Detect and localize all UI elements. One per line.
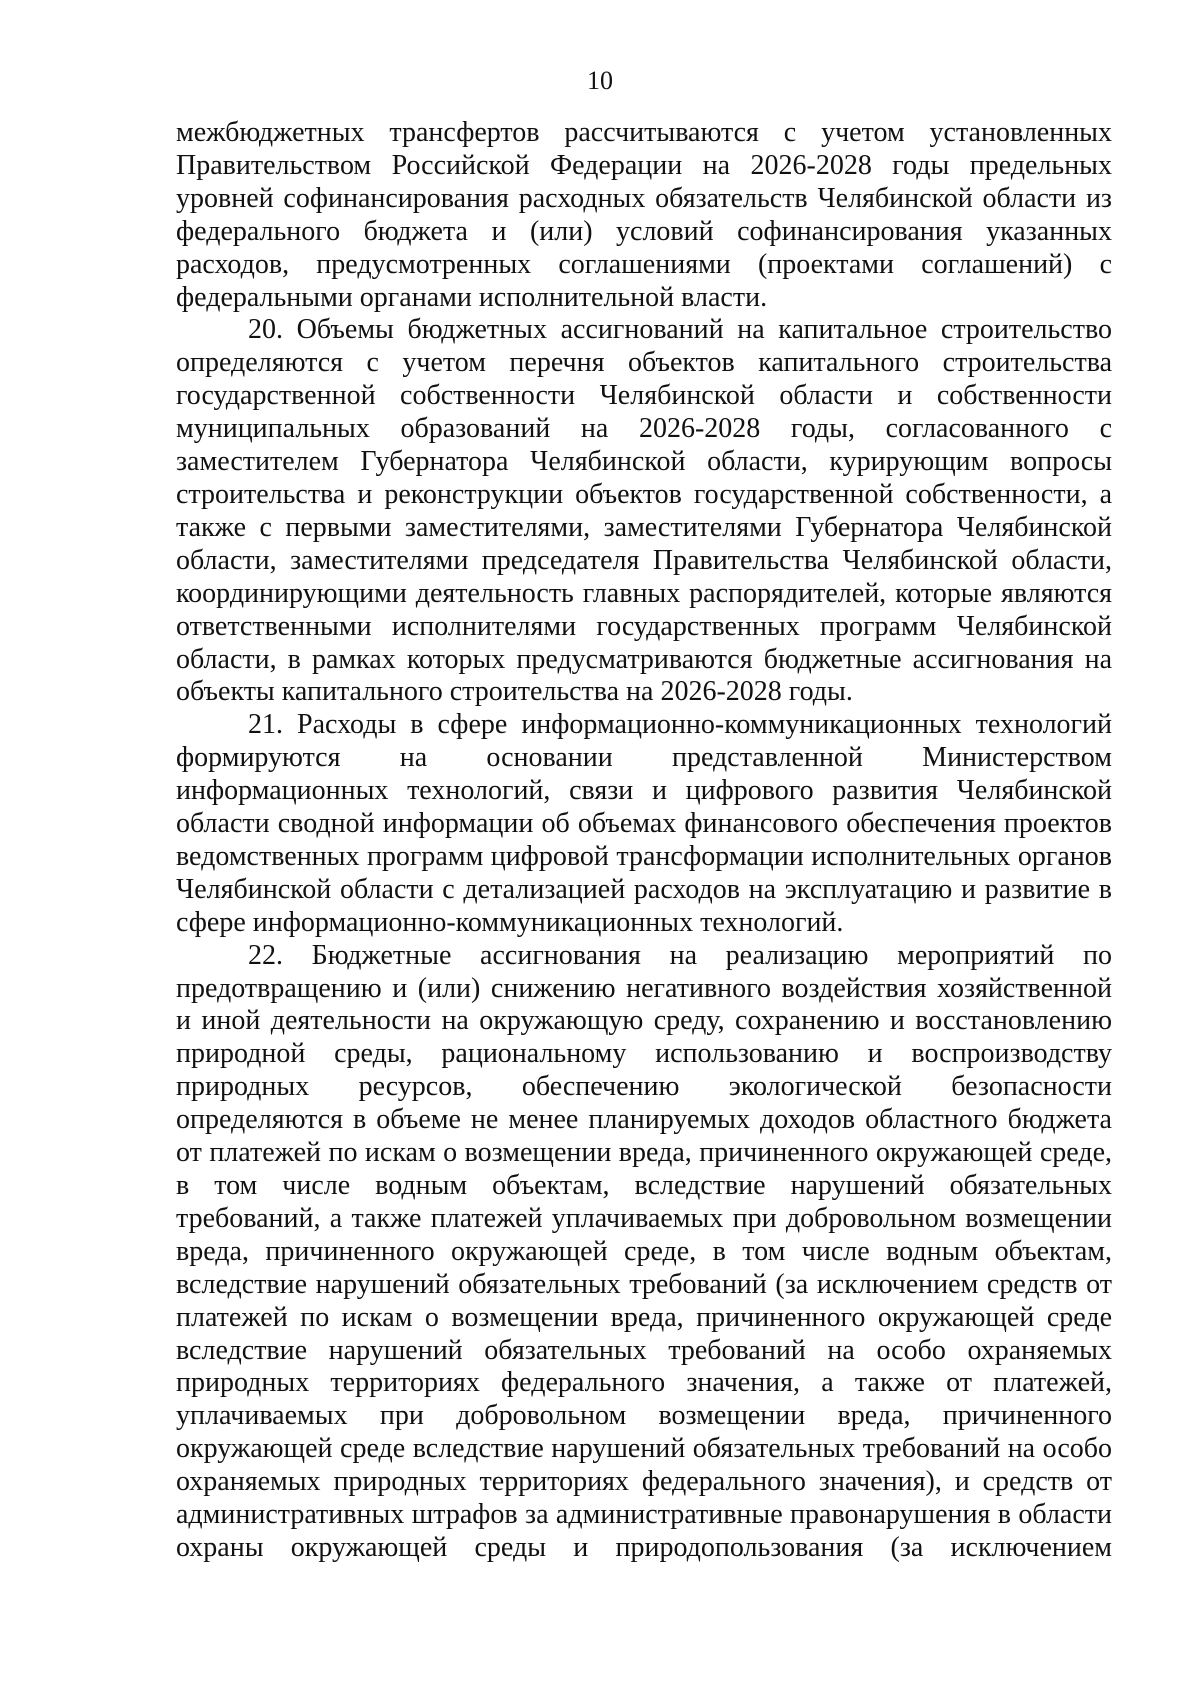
paragraph-continuation: межбюджетных трансфертов рассчитываются с учетом установленных Правительством Российской Федерации на 2026-2028 годы предельных уровней софинансирования расходных обязательств Челябинской области из федерального бюджета и (или) условий софинансирования указанных расходов, предусмотренных соглашениями (проектами соглашений) с федеральными органами исполнительной власти. (176, 117, 1112, 313)
document-body (176, 117, 1112, 1565)
paragraph-item-22: 22. Бюджетные ассигнования на реализацию мероприятий по предотвращению и (или) снижению негативного воздействия хозяйственной и иной деятельности на окружающую среду, сохранению и восстановлению природной среды, рациональному использованию и воспроизводству природных ресурсов, обеспечению экологической безопасности определяются в объеме не менее планируемых доходов областного бюджета от платежей по искам о возмещении вреда, причиненного окружающей среде, в том числе водным объектам, вследствие нарушений обязательных требований, а также платежей уплачиваемых при добровольном возмещении вреда, причиненного окружающей среде, в том числе водным объектам, вследствие нарушений обязательных требований (за исключением средств от платежей по искам о возмещении вреда, причиненного окружающей среде вследствие нарушений обязательных требований на особо охраняемых природных территориях федерального значения, а также от платежей, уплачиваемых при добровольном возмещении вреда, причиненного окружающей среде вследствие нарушений обязательных требований на особо охраняемых природных территориях федерального значения), и средств от административных штрафов за административные правонарушения в области охраны окружающей среды и природопользования (за исключением (176, 939, 1112, 1563)
paragraph-item-20: 20. Объемы бюджетных ассигнований на капитальное строительство определяются с учетом перечня объектов капитального строительства государственной собственности Челябинской области и собственности муниципальных образований на 2026-2028 годы, согласованного с заместителем Губернатора Челябинской области, курирующим вопросы строительства и реконструкции объектов государственной собственности, а также с первыми заместителями, заместителями Губернатора Челябинской области, заместителями председателя Правительства Челябинской области, координирующими деятельность главных распорядителей, которые являются ответственными исполнителями государственных программ Челябинской области, в рамках которых предусматриваются бюджетные ассигнования на объекты капитального строительства на 2026-2028 годы. (176, 314, 1112, 708)
page-number: 10 (587, 66, 613, 95)
paragraph-item-21: 21. Расходы в сфере информационно-коммуникационных технологий формируются на основании представленной Министерством информационных технологий, связи и цифрового развития Челябинской области сводной информации об объемах финансового обеспечения проектов ведомственных программ цифровой трансформации исполнительных органов Челябинской области с детализацией расходов на эксплуатацию и развитие в сфере информационно-коммуникационных технологий. (176, 709, 1112, 938)
